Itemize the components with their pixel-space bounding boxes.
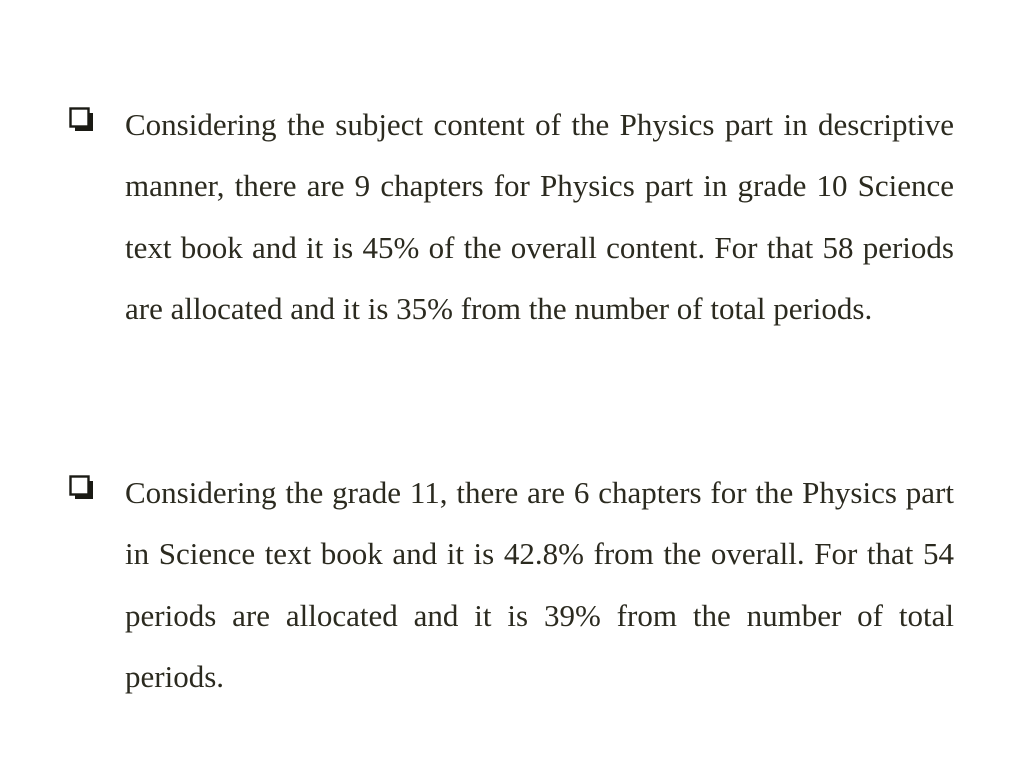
checkbox-square-icon [69,107,94,132]
bullet-item-1 [66,94,954,339]
bullet-text-2: Considering the grade 11, there are 6 chapters for the Physics part in Science text book and it is 42.8% from the overall. For that 54 periods are allocated and it is 39% from the number of total periods. [125,475,954,694]
checkbox-square-icon [69,475,94,500]
bullet-text-1: Considering the subject content of the Physics part in descriptive manner, there are 9 chapters for Physics part in grade 10 Science text book and it is 45% of the overall content. For that 58 periods are allocated and it is 35% from the number of total periods. [125,107,954,326]
bullet-item-2 [66,462,954,707]
